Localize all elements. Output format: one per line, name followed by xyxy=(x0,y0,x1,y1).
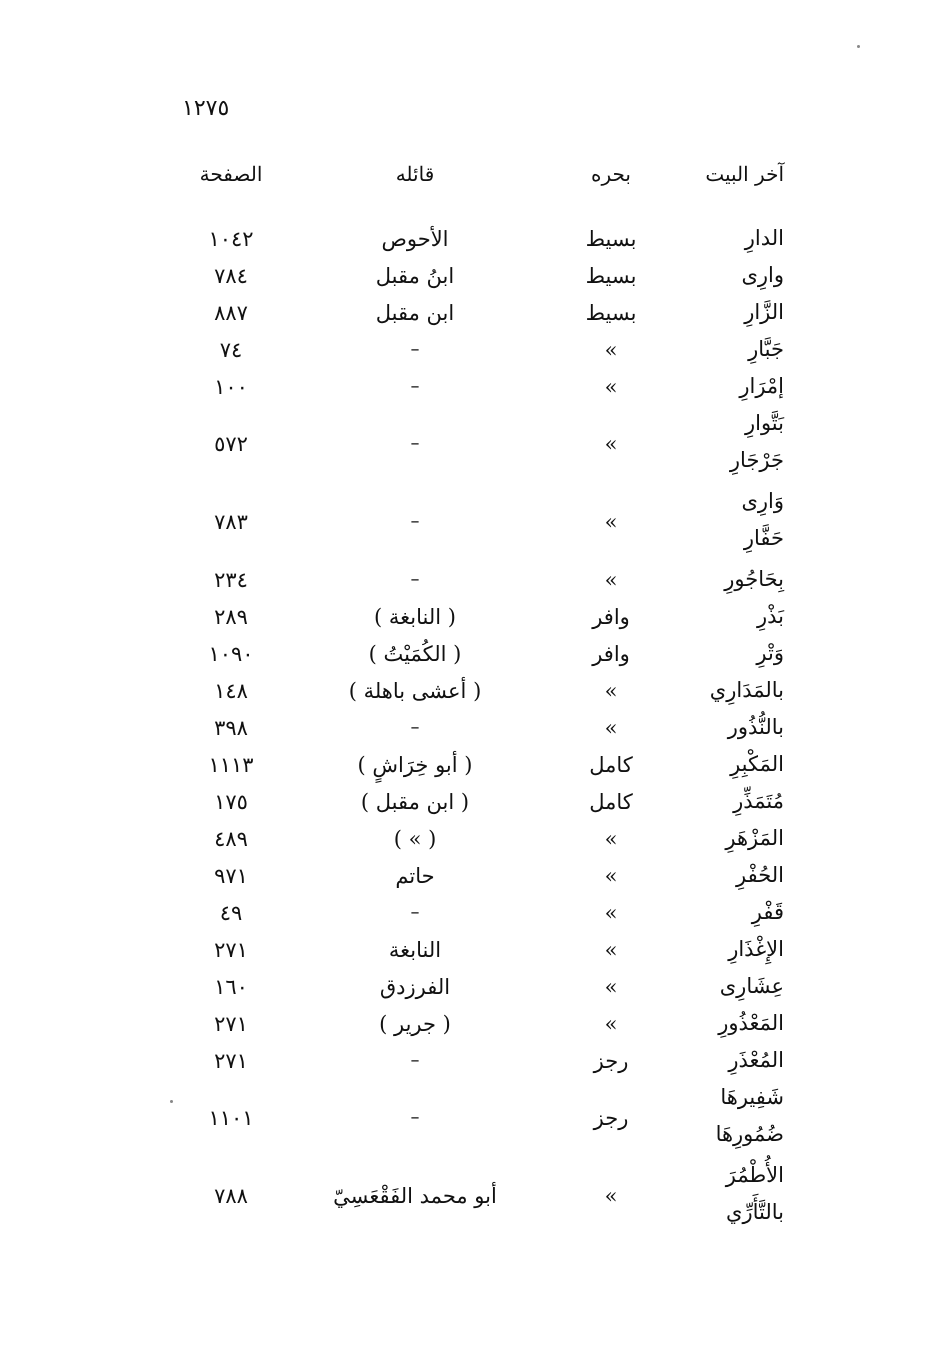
meter-cell: » xyxy=(604,374,618,399)
poet-cell: ( ابن مقبل ) xyxy=(360,789,470,814)
table-row xyxy=(0,672,942,709)
verse-end-cell xyxy=(728,931,784,968)
meter-cell: » xyxy=(604,900,618,925)
meter-cell: » xyxy=(604,567,618,592)
verse-end-cell xyxy=(736,857,784,894)
verse-end-cell xyxy=(741,257,784,294)
verse-end-cell xyxy=(739,368,784,405)
verse-end-cell xyxy=(756,635,784,672)
table-row xyxy=(0,931,942,968)
verse-end-cell xyxy=(752,894,784,931)
poet-cell: ( النابغة ) xyxy=(374,604,456,629)
meter-cell: » xyxy=(604,826,618,851)
page-cell: ١٦٠ xyxy=(214,974,248,999)
page-cell: ١١١٣ xyxy=(208,752,254,777)
verse-end-line: بالمَدَارِي xyxy=(709,678,784,702)
verse-end-line: المَعْذُورِ xyxy=(718,1011,784,1035)
verse-end-cell xyxy=(741,483,784,557)
page-cell: ٤٨٩ xyxy=(214,826,248,851)
meter-cell: رجز xyxy=(593,1048,629,1073)
verse-end-cell xyxy=(745,220,784,257)
meter-cell: كامل xyxy=(589,789,633,814)
poet-cell: حاتم xyxy=(395,863,435,888)
verse-end-cell xyxy=(710,672,784,709)
poet-cell: – xyxy=(410,568,420,590)
verse-end-line: ضُمُورِهَا xyxy=(715,1122,784,1146)
header-page: الصفحة xyxy=(199,162,263,186)
poet-cell: ( أعشى باهلة ) xyxy=(348,678,482,703)
verse-end-line: بالتَّأَرِّي xyxy=(726,1200,784,1224)
page-cell: ٤٩ xyxy=(219,900,243,925)
page-cell: ٩٧١ xyxy=(214,863,248,888)
page-cell: ٥٧٢ xyxy=(214,432,248,456)
meter-cell: » xyxy=(604,863,618,888)
poet-cell: ( » ) xyxy=(393,826,437,851)
scan-speck xyxy=(857,45,860,48)
verse-end-line: الزَّارِ xyxy=(744,300,784,324)
table-row xyxy=(0,257,942,294)
meter-cell: رجز xyxy=(593,1106,629,1130)
scan-speck xyxy=(170,1100,173,1103)
poet-cell: الأحوص xyxy=(381,226,449,251)
table-header xyxy=(0,158,942,192)
verse-end-line: وارِى xyxy=(741,263,784,287)
meter-cell: » xyxy=(604,432,618,456)
table-row xyxy=(0,598,942,635)
table-row xyxy=(0,331,942,368)
poet-cell: – xyxy=(410,901,420,923)
page-cell: ٢٧١ xyxy=(214,1048,248,1073)
table-row xyxy=(0,405,942,483)
verse-end-cell xyxy=(716,1079,784,1153)
poet-cell: الفرزدق xyxy=(379,974,451,999)
meter-cell: كامل xyxy=(589,752,633,777)
meter-cell: » xyxy=(604,937,618,962)
verse-end-line: عِشَارِى xyxy=(719,974,784,998)
verse-end-line: قَفْرِ xyxy=(751,900,784,924)
poet-cell: – xyxy=(410,511,420,532)
page-cell: ١١٠١ xyxy=(208,1106,254,1130)
verse-end-line: بِحَاجُورِ xyxy=(724,567,784,591)
verse-end-line: بَتَّوارِ xyxy=(744,411,784,435)
meter-cell: » xyxy=(604,974,618,999)
poet-cell: – xyxy=(410,716,420,738)
verse-end-cell xyxy=(720,968,784,1005)
table-row xyxy=(0,368,942,405)
poet-cell: أبو محمد الفَقْعَسِيّ xyxy=(333,1184,497,1208)
header-poet: قائله xyxy=(395,162,435,186)
page-cell: ٧٨٤ xyxy=(214,263,248,288)
poet-cell: ( جرير ) xyxy=(379,1011,451,1036)
page-cell: ١٧٥ xyxy=(214,789,248,814)
verse-end-line: الأُطْمُرَ xyxy=(725,1163,784,1187)
meter-cell: بسيط xyxy=(585,263,637,288)
table-row xyxy=(0,635,942,672)
meter-cell: » xyxy=(604,1011,618,1036)
verse-end-cell xyxy=(728,709,784,746)
verse-end-cell xyxy=(728,1042,784,1079)
verse-end-line: جَبَّارِ xyxy=(748,337,784,361)
poet-cell: ابنُ مقبل xyxy=(375,263,455,288)
verse-end-line: بالنُّذُور xyxy=(727,715,784,739)
verse-end-line: حَفَّارِ xyxy=(743,526,784,550)
table-row xyxy=(0,746,942,783)
poet-cell: – xyxy=(410,338,420,360)
meter-cell: » xyxy=(604,510,618,534)
table-row xyxy=(0,820,942,857)
table-row xyxy=(0,294,942,331)
verse-end-cell xyxy=(726,1157,784,1231)
meter-cell: وافر xyxy=(592,641,630,666)
header-verse-end: آخر البيت xyxy=(705,162,784,186)
poet-cell: – xyxy=(410,1107,420,1128)
verse-end-line: المَزْهَرِ xyxy=(725,826,784,850)
verse-end-line: الإِغْذَارِ xyxy=(728,937,784,961)
table-row xyxy=(0,483,942,561)
table-row xyxy=(0,220,942,257)
poet-cell: ( الكُمَيْتُ ) xyxy=(368,641,462,666)
verse-end-line: وَارِى xyxy=(741,489,784,513)
verse-end-line: المُعْذَرِ xyxy=(728,1048,784,1072)
table-row xyxy=(0,1157,942,1235)
meter-cell: » xyxy=(604,1184,618,1208)
page-number: ١٢٧٥ xyxy=(182,96,230,121)
table-row xyxy=(0,857,942,894)
verse-end-line: الحُفْرِ xyxy=(736,863,784,887)
page-cell: ١٠٤٢ xyxy=(208,226,254,251)
meter-cell: وافر xyxy=(592,604,630,629)
poet-cell: النابغة xyxy=(388,937,442,962)
verse-end-cell xyxy=(733,783,784,820)
table-row xyxy=(0,709,942,746)
page-cell: ٨٨٧ xyxy=(214,300,248,325)
table-row xyxy=(0,1079,942,1157)
meter-cell: بسيط xyxy=(585,226,637,251)
page-cell: ٢٧١ xyxy=(214,1011,248,1036)
verse-end-line: المَكْبِرِ xyxy=(730,752,784,776)
poet-cell: ابن مقبل xyxy=(375,300,455,325)
page-cell: ٧٤ xyxy=(219,337,243,362)
poet-cell: ( أبو خِرَاشٍ ) xyxy=(357,752,473,777)
verse-end-line: بَذْرِ xyxy=(756,604,784,628)
header-meter: بحره xyxy=(591,162,631,186)
poet-cell: – xyxy=(410,1049,420,1071)
page-cell: ٢٣٤ xyxy=(214,567,248,592)
page-cell: ٧٨٣ xyxy=(214,510,248,534)
verse-end-cell xyxy=(718,1005,784,1042)
table-row xyxy=(0,968,942,1005)
page-cell: ٣٩٨ xyxy=(214,715,248,740)
page-cell: ١٠٩٠ xyxy=(208,641,254,666)
verse-end-cell xyxy=(748,331,784,368)
verse-end-cell xyxy=(757,598,784,635)
page-cell: ٢٧١ xyxy=(214,937,248,962)
table-row xyxy=(0,894,942,931)
table-row xyxy=(0,561,942,598)
table-row xyxy=(0,1005,942,1042)
poet-cell: – xyxy=(410,375,420,397)
verse-end-line: إمْرَارِ xyxy=(739,374,784,398)
verse-end-line: شَفِيرهَا xyxy=(720,1085,784,1109)
page-cell: ٧٨٨ xyxy=(214,1184,248,1208)
page-cell: ١٠٠ xyxy=(214,374,248,399)
verse-end-line: جَرْجَارِ xyxy=(729,448,784,472)
verse-end-cell xyxy=(730,746,784,783)
poet-cell: – xyxy=(410,433,420,454)
table-row xyxy=(0,1042,942,1079)
verse-end-cell xyxy=(730,405,784,479)
verse-end-cell xyxy=(724,561,784,598)
meter-cell: » xyxy=(604,678,618,703)
table-row xyxy=(0,783,942,820)
meter-cell: » xyxy=(604,337,618,362)
page-cell: ١٤٨ xyxy=(214,678,248,703)
page-cell: ٢٨٩ xyxy=(214,604,248,629)
verse-end-line: الدارِ xyxy=(744,226,784,250)
meter-cell: بسيط xyxy=(585,300,637,325)
verse-end-cell xyxy=(744,294,784,331)
verse-end-line: مُتَمَذِّرِ xyxy=(733,789,784,813)
verse-end-cell xyxy=(725,820,784,857)
meter-cell: » xyxy=(604,715,618,740)
verse-end-line: وَتْرِ xyxy=(756,641,784,665)
